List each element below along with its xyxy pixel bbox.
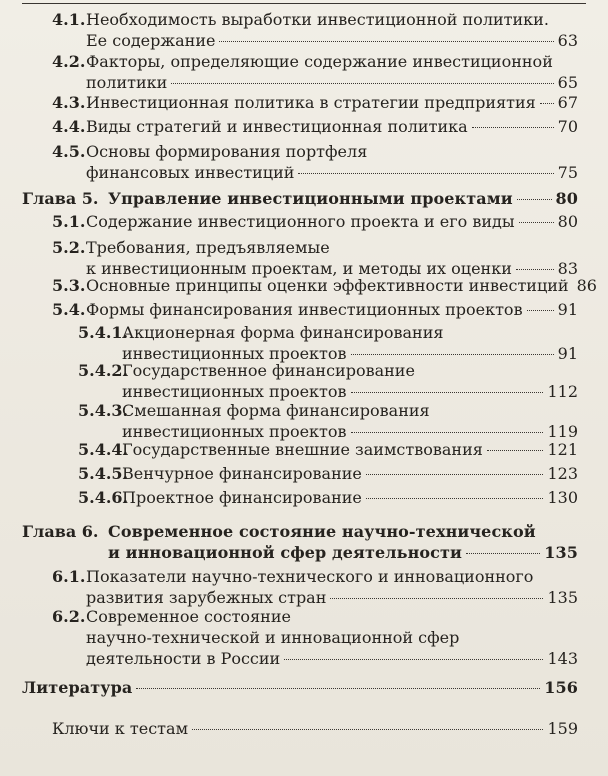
dot-leader <box>284 659 543 660</box>
toc-entry[interactable] <box>52 211 578 232</box>
dot-leader <box>171 83 553 84</box>
toc-entry-number: 4.2. <box>52 52 86 71</box>
toc-entry-title-line: финансовых инвестиций <box>86 163 295 182</box>
toc-entry-number: 5.3. <box>52 276 86 295</box>
toc-entry-body <box>108 521 578 563</box>
toc-entry-body <box>86 299 578 320</box>
toc-page-number: 80 <box>555 189 578 208</box>
toc-page-number: 143 <box>547 649 578 668</box>
toc-entry-number: Глава 6. <box>22 522 99 541</box>
toc-entry-body <box>86 275 597 296</box>
toc-entry[interactable] <box>52 51 578 93</box>
toc-entry-body <box>52 718 578 739</box>
toc-entry[interactable] <box>52 237 578 279</box>
dot-leader <box>366 474 544 475</box>
toc-entry-title-line: к инвестиционным проектам, и методы их оценки <box>86 259 512 278</box>
toc-entry-body <box>122 487 578 508</box>
toc-entry[interactable] <box>52 116 578 137</box>
toc-page-number: 156 <box>544 678 578 697</box>
toc-page-number: 75 <box>557 163 578 182</box>
toc-entry-number: 4.1. <box>52 10 86 29</box>
dot-leader <box>366 498 544 499</box>
toc-page-number: 123 <box>547 464 578 483</box>
toc-entry[interactable] <box>78 487 578 508</box>
dot-leader <box>351 354 554 355</box>
toc-entry[interactable] <box>52 275 597 296</box>
toc-entry-number: 6.1. <box>52 567 86 586</box>
toc-entry-number: 6.2. <box>52 607 86 626</box>
toc-entry-title-line: и инновационной сфер деятельности <box>108 543 462 562</box>
toc-entry-body <box>122 463 578 484</box>
toc-page-number: 80 <box>557 212 578 231</box>
toc-entry-title-line: инвестиционных проектов <box>122 344 347 363</box>
toc-entry-body <box>86 141 578 183</box>
toc-page-number: 91 <box>557 300 578 319</box>
toc-entry-body <box>86 566 578 608</box>
toc-entry-title-line: Современное состояние научно-технической <box>108 522 536 541</box>
toc-entry-body <box>122 360 578 402</box>
toc-page-number: 83 <box>557 259 578 278</box>
toc-page-number: 91 <box>557 344 578 363</box>
toc-entry[interactable] <box>52 92 578 113</box>
toc-entry[interactable] <box>52 718 578 739</box>
toc-entry-title-line: Проектное финансирование <box>122 488 362 507</box>
toc-entry-title-line: Управление инвестиционными проектами <box>108 189 513 208</box>
toc-entry[interactable] <box>52 9 578 51</box>
toc-entry-body <box>86 92 578 113</box>
toc-page-number: 67 <box>557 93 578 112</box>
dot-leader <box>487 450 544 451</box>
toc-chapter[interactable] <box>22 677 578 698</box>
toc-entry[interactable] <box>78 360 578 402</box>
toc-entry-number: 4.5. <box>52 142 86 161</box>
dot-leader <box>472 127 554 128</box>
toc-entry[interactable] <box>78 400 578 442</box>
toc-entry-number: 5.4. <box>52 300 86 319</box>
toc-entry-body <box>122 439 578 460</box>
toc-entry[interactable] <box>78 463 578 484</box>
toc-entry[interactable] <box>52 566 578 608</box>
toc-entry-title-line: Государственные внешние заимствования <box>122 440 483 459</box>
toc-entry-title-line: Смешанная форма финансирования <box>122 401 430 420</box>
toc-page-number: 65 <box>557 73 578 92</box>
toc-entry-number: 4.3. <box>52 93 86 112</box>
toc-entry-title-line: инвестиционных проектов <box>122 382 347 401</box>
toc-entry-title-line: Акционерная форма финансирования <box>122 323 444 342</box>
toc-entry-title-line: Ключи к тестам <box>52 719 189 738</box>
toc-entry-body <box>86 237 578 279</box>
toc-entry-number: 5.4.5. <box>78 464 129 483</box>
toc-entry-title-line: Основные принципы оценки эффективности инвестиций <box>86 276 569 295</box>
toc-entry-body <box>122 400 578 442</box>
toc-entry[interactable] <box>78 439 578 460</box>
toc-entry-body <box>86 51 578 93</box>
dot-leader <box>136 688 540 689</box>
dot-leader <box>466 553 540 554</box>
toc-entry-title-line: Требования, предъявляемые <box>86 238 330 257</box>
dot-leader <box>351 432 544 433</box>
toc-entry-title-line: инвестиционных проектов <box>122 422 347 441</box>
toc-page-number: 63 <box>557 31 578 50</box>
toc-page-number: 119 <box>547 422 578 441</box>
toc-entry-title-line: Факторы, определяющие содержание инвестиционной <box>86 52 553 71</box>
toc-entry-title-line: научно-технической и инновационной сфер <box>86 628 460 647</box>
toc-entry-title-line: Содержание инвестиционного проекта и его виды <box>86 212 515 231</box>
toc-page-number: 130 <box>547 488 578 507</box>
toc-entry-title-line: Виды стратегий и инвестиционная политика <box>86 117 468 136</box>
toc-entry-number: 5.4.4. <box>78 440 129 459</box>
toc-entry-body <box>108 188 578 209</box>
toc-entry-title-line: Основы формирования портфеля <box>86 142 368 161</box>
toc-entry[interactable] <box>52 299 578 320</box>
toc-entry-body <box>122 322 578 364</box>
toc-entry-body <box>86 211 578 232</box>
dot-leader <box>517 199 552 200</box>
top-rule <box>22 3 586 4</box>
toc-entry-title-line: Необходимость выработки инвестиционной политики. <box>86 10 549 29</box>
toc-entry-number: 5.1. <box>52 212 86 231</box>
toc-entry-body <box>22 677 578 698</box>
dot-leader <box>527 310 554 311</box>
toc-entry-title-line: Венчурное финансирование <box>122 464 362 483</box>
toc-entry-title-line: Современное состояние <box>86 607 291 626</box>
dot-leader <box>516 269 554 270</box>
toc-entry-title-line: политики <box>86 73 168 92</box>
toc-chapter[interactable] <box>22 521 578 563</box>
dot-leader <box>298 173 553 174</box>
toc-entry-number: Глава 5. <box>22 189 99 208</box>
toc-entry-body <box>86 9 578 51</box>
toc-entry-title-line: Формы финансирования инвестиционных проектов <box>86 300 523 319</box>
toc-entry-title-line: Государственное финансирование <box>122 361 415 380</box>
dot-leader <box>351 392 544 393</box>
toc-page-number: 121 <box>547 440 578 459</box>
toc-entry[interactable] <box>52 606 578 669</box>
toc-page-number: 159 <box>547 719 578 738</box>
dot-leader <box>192 729 543 730</box>
toc-entry-number: 5.4.3. <box>78 401 129 420</box>
toc-entry-title-line: Литература <box>22 678 133 697</box>
toc-entry-number: 5.4.1. <box>78 323 129 342</box>
dot-leader <box>330 598 543 599</box>
dot-leader <box>219 41 553 42</box>
toc-chapter[interactable] <box>22 188 578 209</box>
toc-entry-title-line: деятельности в России <box>86 649 281 668</box>
toc-page-number: 112 <box>547 382 578 401</box>
toc-page-number: 70 <box>557 117 578 136</box>
toc-entry-number: 5.2. <box>52 238 86 257</box>
toc-entry[interactable] <box>52 141 578 183</box>
toc-entry-title-line: развития зарубежных стран <box>86 588 327 607</box>
dot-leader <box>540 103 554 104</box>
toc-page-number: 135 <box>544 543 578 562</box>
toc-page-number: 86 <box>576 276 597 295</box>
toc-entry-body <box>86 606 578 669</box>
toc-entry-number: 5.4.2. <box>78 361 129 380</box>
toc-entry-number: 4.4. <box>52 117 86 136</box>
toc-entry-title-line: Инвестиционная политика в стратегии предприятия <box>86 93 536 112</box>
toc-entry-title-line: Ее содержание <box>86 31 216 50</box>
toc-page-number: 135 <box>547 588 578 607</box>
toc-entry-title-line: Показатели научно-технического и инновационного <box>86 567 534 586</box>
toc-entry-body <box>86 116 578 137</box>
toc-entry[interactable] <box>78 322 578 364</box>
toc-entry-number: 5.4.6. <box>78 488 129 507</box>
dot-leader <box>519 222 554 223</box>
